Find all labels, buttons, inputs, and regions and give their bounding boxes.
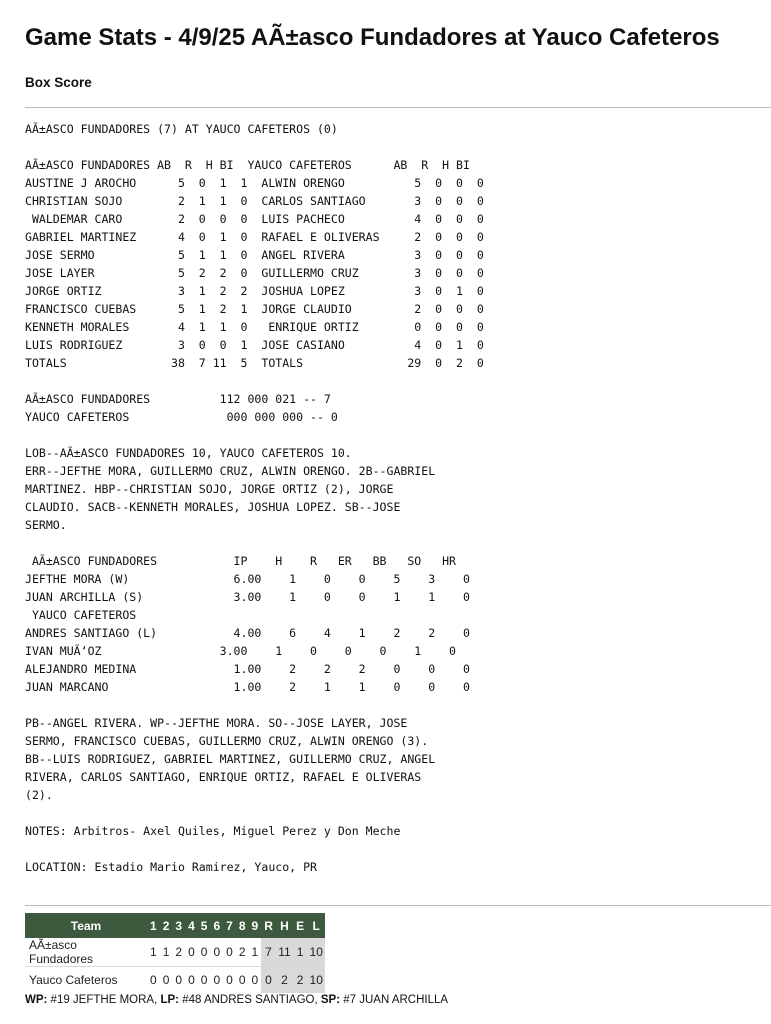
team-name-home: Yauco Cafeteros xyxy=(29,973,118,987)
inning-score: 0 xyxy=(162,973,170,987)
header-hits: H xyxy=(276,913,293,938)
winning-pitcher: #19 JEFTHE MORA, xyxy=(47,994,161,1006)
losing-pitcher-label: LP: xyxy=(160,994,179,1006)
divider-top xyxy=(25,107,771,108)
inning-score: 0 xyxy=(200,973,208,987)
inning-score: 0 xyxy=(210,938,223,967)
header-errors: E xyxy=(293,913,307,938)
inning-score: 0 xyxy=(188,973,195,987)
inning-score: 0 xyxy=(213,973,221,987)
header-inning-4: 4 xyxy=(185,913,198,938)
divider-bottom xyxy=(25,905,771,906)
total-left-on-base: 10 xyxy=(307,967,325,994)
total-hits: 2 xyxy=(276,967,293,994)
inning-score: 2 xyxy=(172,938,185,967)
total-left-on-base: 10 xyxy=(307,938,325,967)
total-runs: 7 xyxy=(261,938,276,967)
linescore-row-away xyxy=(25,938,325,967)
inning-score: 0 xyxy=(238,973,246,987)
header-left-on-base: L xyxy=(307,913,325,938)
box-score-text: AÃ±ASCO FUNDADORES (7) AT YAUCO CAFETEROS (0) AÃ±ASCO FUNDADORES AB R H BI YAUCO CAFETEROS AB R H BI AUSTINE J AROCHO 5 0 1 1 ALWIN ORENGO 5 0 0 0 CHRISTIAN SOJO 2 1 1 0 CARLOS SANTIAGO 3 0 0 0 WALDEMAR CARO 2 0 0 0 LUIS PACHECO 4 0 0 0 GABRIEL MARTINEZ 4 0 1 0 RAFAEL E OLIVERAS 2 0 0 0 JOSE SERMO 5 1 1 0 ANGEL RIVERA 3 0 0 0 JOSE LAYER 5 2 2 0 GUILLERMO CRUZ 3 0 0 0 JORGE ORTIZ 3 1 2 2 JOSHUA LOPEZ 3 0 1 0 FRANCISCO CUEBAS 5 1 2 1 JORGE CLAUDIO 2 0 0 0 KENNETH MORALES 4 1 1 0 ENRIQUE ORTIZ 0 0 0 0 LUIS RODRIGUEZ 3 0 0 1 JOSE CASIANO 4 0 1 0 TOTALS 38 7 11 5 TOTALS 29 0 2 0 AÃ±ASCO FUNDADORES 112 000 021 -- 7 YAUCO CAFETEROS 000 000 000 -- 0 LOB--AÃ±ASCO FUNDADORES 10, YAUCO CAFETEROS 10. ERR--JEFTHE MORA, GUILLERMO CRUZ, ALWIN ORENGO. 2B--GABRIEL MARTINEZ. HBP--CHRISTIAN SOJO, JORGE ORTIZ (2), JORGE CLAUDIO. SACB--KENNETH MORALES, JOSHUA LOPEZ. SB--JOSE SERMO. AÃ±ASCO FUNDADORES IP H R ER BB SO HR JEFTHE MORA (W) 6.00 1 0 0 5 3 0 JUAN ARCHILLA (S) 3.00 1 0 0 1 1 0 YAUCO CAFETEROS ANDRES SANTIAGO (L) 4.00 6 4 1 2 2 0 IVAN MUÃ‘OZ 3.00 1 0 0 0 1 0 ALEJANDRO MEDINA 1.00 2 2 2 0 0 0 JUAN MARCANO 1.00 2 1 1 0 0 0 PB--ANGEL RIVERA. WP--JEFTHE MORA. SO--JOSE LAYER, JOSE SERMO, FRANCISCO CUEBAS, GUILLERMO CRUZ, ALWIN ORENGO (3). BB--LUIS RODRIGUEZ, GABRIEL MARTINEZ, GUILLERMO CRUZ, ANGEL RIVERA, CARLOS SANTIAGO, ENRIQUE ORTIZ, RAFAEL E OLIVERAS (2). NOTES: Arbitros- Axel Quiles, Miguel Perez y Don Meche LOCATION: Estadio Mario Ramirez, Yauco, PR xyxy=(25,122,484,874)
inning-score: 0 xyxy=(226,973,233,987)
total-errors: 2 xyxy=(293,967,307,994)
header-inning-7: 7 xyxy=(223,913,236,938)
linescore-row-home xyxy=(25,967,325,994)
header-inning-6: 6 xyxy=(210,913,223,938)
losing-pitcher: #48 ANDRES SANTIAGO, xyxy=(179,994,321,1006)
total-hits: 11 xyxy=(276,938,293,967)
inning-score: 1 xyxy=(147,938,160,967)
linescore-header-row xyxy=(25,913,325,938)
box-score-heading: Box Score xyxy=(25,75,92,90)
header-runs: R xyxy=(261,913,276,938)
save-pitcher-label: SP: xyxy=(320,994,341,1006)
pitchers-of-record xyxy=(25,993,448,1007)
inning-score: 0 xyxy=(175,973,183,987)
inning-score: 0 xyxy=(198,938,211,967)
header-inning-3: 3 xyxy=(172,913,185,938)
total-errors: 1 xyxy=(293,938,307,967)
header-inning-1: 1 xyxy=(147,913,160,938)
inning-score: 0 xyxy=(251,973,259,987)
header-inning-2: 2 xyxy=(160,913,173,938)
inning-score: 1 xyxy=(249,938,262,967)
inning-score: 2 xyxy=(236,938,249,967)
header-inning-8: 8 xyxy=(236,913,249,938)
inning-score: 0 xyxy=(185,938,198,967)
total-runs: 0 xyxy=(261,967,276,994)
team-name-away: AÃ±asco Fundadores xyxy=(25,938,147,967)
save-pitcher: #7 JUAN ARCHILLA xyxy=(340,994,449,1006)
winning-pitcher-label: WP: xyxy=(25,994,48,1006)
header-team: Team xyxy=(25,913,147,938)
page-title: Game Stats - 4/9/25 AÃ±asco Fundadores at Yauco Cafeteros xyxy=(25,24,720,51)
inning-score: 0 xyxy=(150,973,157,987)
linescore-table xyxy=(25,913,325,993)
inning-score: 0 xyxy=(223,938,236,967)
header-inning-5: 5 xyxy=(198,913,211,938)
inning-score: 1 xyxy=(160,938,173,967)
header-inning-9: 9 xyxy=(249,913,262,938)
